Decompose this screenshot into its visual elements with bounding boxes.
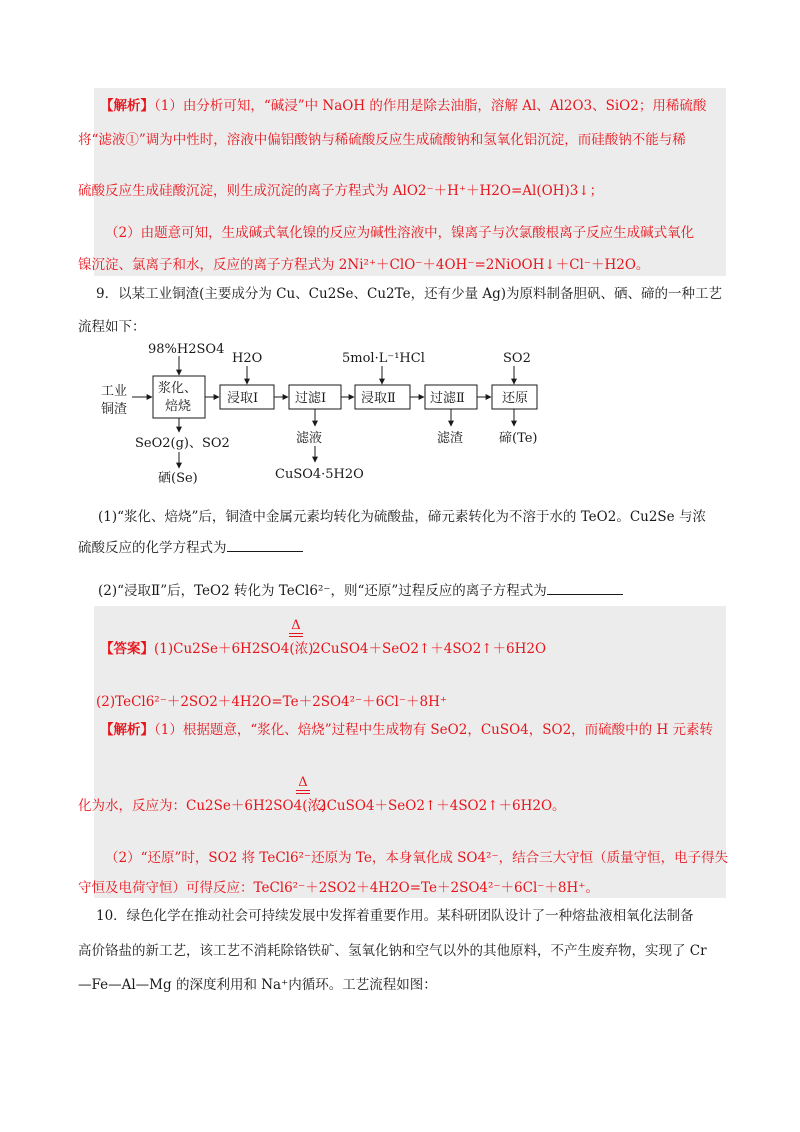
analysis-9-line-4: 守恒及电荷守恒）可得反应：TeCl6²⁻＋2SO2＋4H2O=Te＋2SO4²⁻＋6Cl⁻＋8H⁺。 <box>78 880 599 896</box>
flow-reagent-hcl: 5mol·L⁻¹HCl <box>342 351 425 366</box>
analysis-9-line-2-products: 2CuSO4＋SeO2↑＋4SO2↑＋6H2O。 <box>318 798 566 814</box>
answer-blank-2 <box>547 582 623 595</box>
analysis-1-line-4: （2）由题意可知，生成碱式氧化镍的反应为碱性溶液中，镍离子与次氯酸根离子反应生成碱式氧化 <box>105 225 695 241</box>
flow-box-leach2-text: 浸取Ⅱ <box>361 391 396 406</box>
heating-condition-1: Δ <box>289 618 303 637</box>
answer-9-equation-1: 【答案】(1)Cu2Se＋6H2SO4(浓) <box>100 641 314 657</box>
flow-output-tellurium: 碲(Te) <box>499 431 538 446</box>
flow-reagent-so2: SO2 <box>503 351 531 366</box>
analysis-9-line-3: （2）“还原”时，SO2 将 TeCl6²⁻还原为 Te，本身氧化成 SO4²⁻，结合三大守恒（质量守恒，电子得失 <box>105 850 729 866</box>
answer-9-equation-2: (2)TeCl6²⁻＋2SO2＋4H2O=Te＋2SO4²⁻＋6Cl⁻＋8H⁺ <box>96 694 447 710</box>
flow-reagent-h2so4: 98%H2SO4 <box>148 342 225 357</box>
analysis-1-line-5: 镍沉淀、氯离子和水，反应的离子方程式为 2Ni²⁺＋ClO⁻＋4OH⁻=2NiOOH↓＋Cl⁻＋H2O。 <box>78 257 650 273</box>
analysis-9-line-1: 【解析】（1）根据题意，“浆化、焙烧”过程中生成物有 SeO2，CuSO4，SO2，而硫酸中的 H 元素转 <box>100 722 714 738</box>
flow-input-label-2: 铜渣 <box>101 402 128 417</box>
question-9-part-1-line-2: 硫酸反应的化学方程式为 <box>78 539 303 557</box>
question-9-part-2: (2)“浸取Ⅱ”后，TeO2 转化为 TeCl6²⁻，则“还原”过程反应的离子方程式为 <box>98 582 623 600</box>
question-10-stem-line-1: 10．绿色化学在推动社会可持续发展中发挥着重要作用。某科研团队设计了一种熔盐液相氧化法制备 <box>96 908 694 924</box>
answer-9-equation-1-products: 2CuSO4＋SeO2↑＋4SO2↑＋6H2O <box>312 641 547 657</box>
flow-box-filter2-text: 过滤Ⅱ <box>430 391 465 406</box>
flow-box-slurry-text-1: 浆化、 <box>158 381 198 396</box>
analysis-1-line-2: 将“滤液①”调为中性时，溶液中偏铝酸钠与稀硫酸反应生成硫酸钠和氢氧化铝沉淀，而硅酸钠不能与稀 <box>78 132 686 148</box>
flow-output-residue: 滤渣 <box>437 431 464 446</box>
heating-condition-2: Δ <box>296 775 310 794</box>
flow-box-leach1-text: 浸取Ⅰ <box>227 391 259 406</box>
analysis-1-line-3: 硫酸反应生成硅酸沉淀，则生成沉淀的离子方程式为 AlO2⁻＋H⁺＋H2O=Al(OH)3↓； <box>78 183 604 199</box>
flow-box-filter1-text: 过滤Ⅰ <box>295 391 327 406</box>
flow-input-label-1: 工业 <box>101 384 128 399</box>
answer-blank-1 <box>227 539 303 552</box>
analysis-tag: 【解析】 <box>100 98 154 114</box>
flow-output-selenium: 硒(Se) <box>158 471 198 486</box>
question-9-stem-line-1: 9．以某工业铜渣(主要成分为 Cu、Cu2Se、Cu2Te，还有少量 Ag)为原料制备胆矾、硒、碲的一种工艺 <box>96 286 723 302</box>
analysis-1-line-1: 【解析】（1）由分析可知，“碱浸”中 NaOH 的作用是除去油脂，溶解 Al、Al2O3、SiO2；用稀硫酸 <box>100 98 707 114</box>
question-10-stem-line-3: —Fe—Al—Mg 的深度利用和 Na⁺内循环。工艺流程如图： <box>78 977 437 993</box>
flow-box-slurry-text-2: 焙烧 <box>165 399 192 414</box>
process-flow-diagram <box>0 340 800 490</box>
flow-output-cuso4: CuSO4·5H2O <box>275 467 364 482</box>
question-9-part-1-line-1: (1)“浆化、焙烧”后，铜渣中金属元素均转化为硫酸盐，碲元素转化为不溶于水的 TeO2。Cu2Se 与浓 <box>98 509 706 525</box>
flow-reagent-h2o: H2O <box>232 351 263 366</box>
analysis-9-line-2: 化为水，反应为：Cu2Se＋6H2SO4(浓) <box>78 798 327 814</box>
question-9-stem-line-2: 流程如下： <box>78 319 146 335</box>
question-10-stem-line-2: 高价铬盐的新工艺，该工艺不消耗除铬铁矿、氢氧化钠和空气以外的其他原料，不产生废弃物，实现了 Cr <box>78 943 707 959</box>
flow-output-gas: SeO2(g)、SO2 <box>135 436 230 451</box>
flow-output-filtrate: 滤液 <box>296 431 323 446</box>
flow-box-reduce-text: 还原 <box>502 391 529 406</box>
